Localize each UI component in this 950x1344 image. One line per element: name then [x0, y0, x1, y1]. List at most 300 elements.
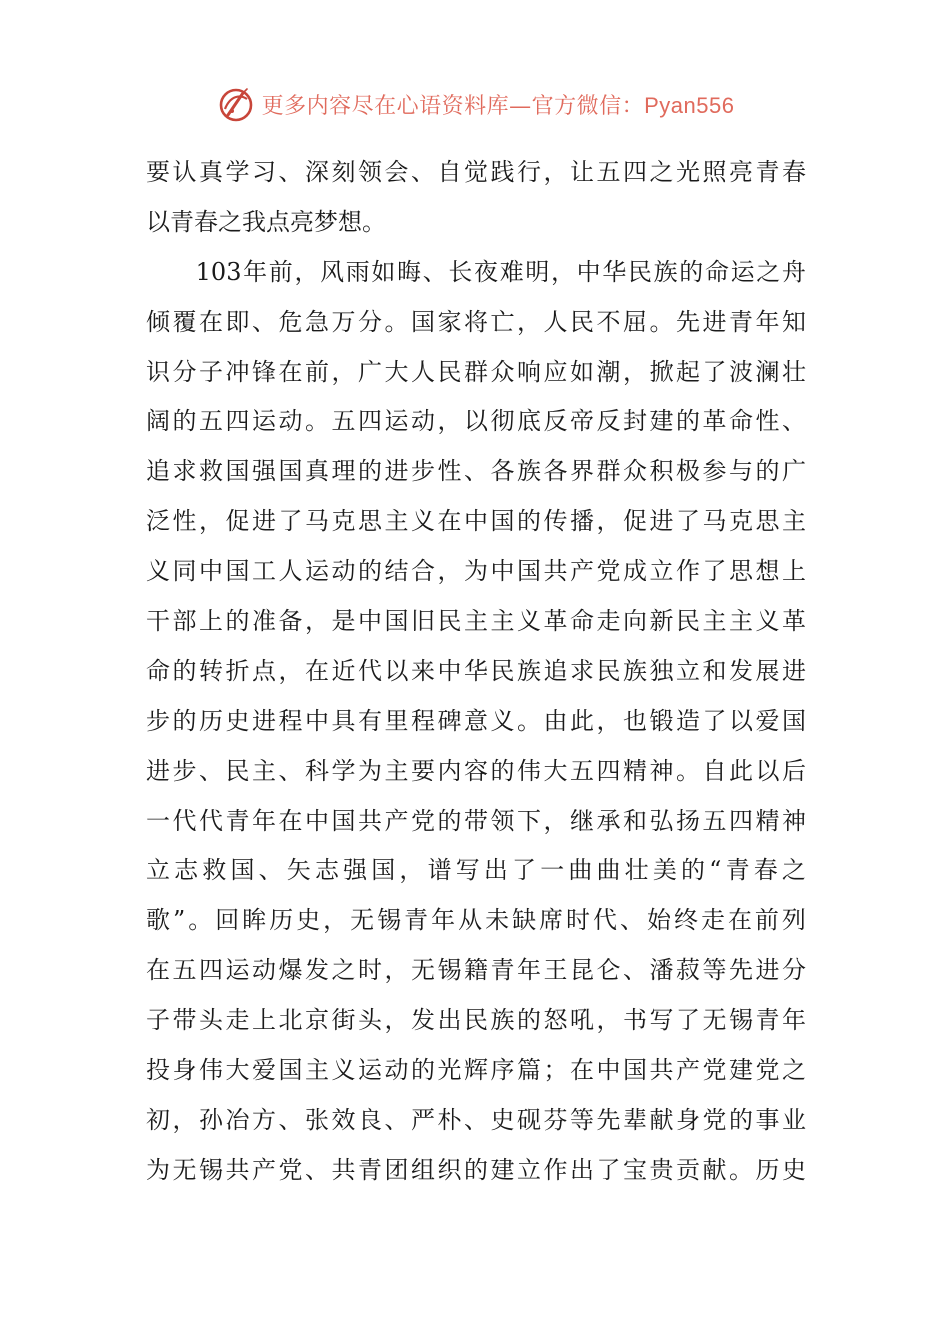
glyph: 辈: [623, 1105, 647, 1134]
glyph: 锡: [377, 906, 402, 935]
glyph: 中: [437, 656, 462, 685]
glyph: 方: [252, 1105, 276, 1134]
glyph: 中: [305, 706, 329, 735]
glyph: 民: [490, 656, 515, 685]
glyph: 广: [358, 357, 382, 386]
glyph: 一: [540, 856, 565, 885]
glyph: 张: [305, 1105, 329, 1134]
glyph: 近: [331, 656, 356, 685]
glyph: 危: [278, 307, 303, 336]
glyph: 走: [596, 607, 621, 636]
glyph: 旧: [411, 607, 435, 636]
glyph: 众: [623, 457, 647, 486]
glyph: ，: [596, 706, 621, 735]
glyph: 克: [729, 507, 753, 536]
glyph: 锡: [437, 956, 462, 985]
glyph: 的: [411, 1056, 435, 1085]
glyph: 五: [570, 756, 594, 785]
glyph: 封: [623, 407, 647, 436]
glyph: 长: [448, 257, 473, 286]
glyph: 转: [199, 656, 223, 685]
glyph: 救: [202, 856, 227, 885]
glyph: ；: [543, 1056, 568, 1085]
glyph: 华: [602, 257, 627, 286]
glyph: 之: [218, 207, 242, 236]
watermark-label: 更多内容尽在心语资料库—官方微信：: [261, 93, 645, 119]
glyph: 春: [194, 207, 218, 236]
glyph: 步: [411, 457, 435, 486]
glyph: 义: [411, 507, 435, 536]
glyph: 意: [464, 706, 488, 735]
glyph: 青: [170, 207, 194, 236]
glyph: 、: [278, 1105, 303, 1134]
glyph: 由: [543, 706, 568, 735]
glyph: 献: [702, 1155, 727, 1184]
glyph: 业: [782, 1105, 806, 1134]
glyph: 爱: [755, 706, 780, 735]
glyph: 锡: [199, 1155, 223, 1184]
glyph: 年: [517, 956, 541, 985]
glyph: 产: [384, 806, 409, 835]
glyph: 、: [620, 906, 644, 935]
glyph: 践: [490, 158, 515, 186]
glyph: 以: [729, 706, 753, 735]
glyph: 以: [755, 756, 780, 785]
glyph: 国: [371, 856, 396, 885]
glyph: 民: [676, 607, 700, 636]
glyph: ，: [199, 507, 223, 536]
glyph: 进: [252, 507, 276, 536]
glyph: 即: [225, 307, 250, 336]
glyph: 弘: [649, 806, 674, 835]
glyph: 、: [411, 158, 435, 186]
glyph: 动: [252, 956, 276, 985]
glyph: 了: [596, 1155, 621, 1184]
glyph: 国: [225, 557, 250, 586]
text-line: [146, 896, 806, 946]
glyph: 回: [215, 906, 240, 935]
glyph: 大: [543, 756, 568, 785]
glyph: 主: [729, 607, 753, 636]
glyph: 。: [384, 307, 409, 336]
text-line: [146, 1146, 806, 1196]
glyph: 身: [676, 1105, 700, 1134]
glyph: 事: [755, 1105, 780, 1134]
text-line: [146, 797, 806, 847]
glyph: 序: [490, 1056, 515, 1085]
glyph: 具: [331, 706, 356, 735]
glyph: 马: [305, 507, 329, 536]
glyph: 主: [252, 756, 276, 785]
glyph: 想: [755, 557, 780, 586]
glyph: 北: [278, 1006, 303, 1035]
glyph: 京: [305, 1006, 329, 1035]
glyph: 之: [649, 158, 674, 186]
glyph: 应: [543, 357, 568, 386]
glyph: 的: [464, 1155, 488, 1184]
glyph: 波: [729, 357, 753, 386]
glyph: 人: [411, 357, 435, 386]
glyph: 族: [517, 457, 541, 486]
glyph: 为: [464, 557, 488, 586]
glyph: 思: [729, 557, 753, 586]
glyph: 参: [702, 457, 727, 486]
glyph: 、: [305, 1155, 329, 1184]
glyph: 矢: [286, 856, 311, 885]
glyph: 前: [305, 357, 329, 386]
glyph: 志: [174, 856, 199, 885]
glyph: 性: [172, 507, 197, 536]
glyph: 史: [490, 1105, 515, 1134]
glyph: 在: [727, 906, 752, 935]
glyph: 澜: [755, 357, 780, 386]
glyph: 性: [755, 407, 780, 436]
glyph: 国: [490, 507, 515, 536]
glyph: 思: [755, 507, 780, 536]
glyph: 运: [305, 557, 329, 586]
glyph: 觉: [464, 158, 488, 186]
glyph: 进: [384, 457, 409, 486]
glyph: 人: [543, 307, 568, 336]
glyph: 眸: [242, 906, 267, 935]
glyph: 砚: [517, 1105, 541, 1134]
glyph: 成: [623, 557, 647, 586]
glyph: 性: [437, 457, 462, 486]
glyph: 民: [437, 357, 462, 386]
glyph: 四: [199, 956, 223, 985]
glyph: 五: [702, 806, 727, 835]
glyph: 伟: [517, 756, 541, 785]
text-line: [146, 447, 806, 497]
watermark-header: [0, 80, 950, 128]
glyph: 命: [146, 656, 170, 685]
glyph: 籍: [464, 956, 488, 985]
glyph: 壮: [624, 856, 649, 885]
glyph: 头: [199, 1006, 223, 1035]
glyph: 、: [782, 407, 806, 436]
glyph: 初: [146, 1105, 170, 1134]
glyph: 晦: [397, 257, 422, 286]
glyph: 中: [596, 1056, 621, 1085]
glyph: 动: [411, 407, 435, 436]
glyph: 、: [464, 1105, 488, 1134]
glyph: 运: [730, 257, 755, 286]
glyph: 之: [781, 856, 806, 885]
glyph: 上: [199, 607, 223, 636]
glyph: 反: [596, 407, 621, 436]
glyph: 亮: [290, 207, 314, 236]
glyph: 献: [649, 1105, 674, 1134]
text-line: [146, 298, 806, 348]
glyph: 知: [782, 307, 806, 336]
glyph: 雨: [345, 257, 370, 286]
glyph: 出: [437, 1006, 462, 1035]
glyph: 四: [729, 806, 753, 835]
glyph: 国: [331, 806, 356, 835]
glyph: 共: [331, 1155, 356, 1184]
glyph: 克: [331, 507, 356, 536]
glyph: 身: [172, 1056, 197, 1085]
glyph: 运: [252, 407, 276, 436]
glyph: 积: [649, 457, 674, 486]
glyph: 上: [252, 1006, 276, 1035]
glyph: 仑: [596, 956, 621, 985]
glyph: 的: [517, 1006, 541, 1035]
glyph: ”: [172, 906, 186, 935]
glyph: 、: [278, 756, 303, 785]
glyph: 严: [411, 1105, 435, 1134]
text-line: [146, 248, 806, 298]
glyph: 自: [702, 756, 727, 785]
glyph: 锡: [729, 1006, 753, 1035]
glyph: 各: [490, 457, 515, 486]
glyph: 青: [729, 307, 753, 336]
glyph: 时: [358, 956, 382, 985]
glyph: 代: [593, 906, 618, 935]
glyph: 国: [278, 457, 303, 486]
glyph: 步: [172, 756, 197, 785]
glyph: 书: [623, 1006, 647, 1035]
glyph: 点: [266, 207, 290, 236]
glyph: 代: [172, 806, 197, 835]
glyph: 大: [384, 357, 409, 386]
glyph: 彻: [490, 407, 515, 436]
glyph: 。: [517, 706, 541, 735]
glyph: 族: [653, 257, 678, 286]
glyph: 走: [700, 906, 725, 935]
glyph: 和: [623, 806, 647, 835]
glyph: 是: [331, 607, 356, 636]
glyph: 年: [243, 257, 268, 286]
glyph: 进: [252, 706, 276, 735]
glyph: 界: [570, 457, 594, 486]
glyph: 向: [623, 607, 647, 636]
glyph: 了: [676, 1006, 700, 1035]
glyph: 进: [782, 656, 806, 685]
glyph: 缺: [512, 906, 537, 935]
glyph: 团: [384, 1155, 409, 1184]
glyph: 一: [146, 806, 170, 835]
glyph: 共: [225, 1155, 250, 1184]
glyph: 织: [437, 1155, 462, 1184]
glyph: 精: [755, 806, 780, 835]
glyph: 新: [649, 607, 674, 636]
glyph: 真: [305, 457, 329, 486]
glyph: 民: [627, 257, 652, 286]
glyph: 众: [490, 357, 515, 386]
glyph: 年: [252, 806, 276, 835]
glyph: 承: [596, 806, 621, 835]
glyph: 芬: [543, 1105, 568, 1134]
glyph: 将: [464, 307, 488, 336]
glyph: 和: [702, 656, 727, 685]
text-line: [146, 397, 806, 447]
glyph: 碑: [437, 706, 462, 735]
glyph: 风: [320, 257, 345, 286]
text-line: [146, 348, 806, 398]
glyph: 吼: [570, 1006, 594, 1035]
glyph: 五: [331, 407, 356, 436]
glyph: 青: [755, 1006, 780, 1035]
glyph: 革: [702, 407, 727, 436]
text-line: [146, 1096, 806, 1146]
glyph: 青: [755, 158, 780, 186]
text-line: [146, 747, 806, 797]
glyph: 理: [331, 457, 356, 486]
glyph: 命: [570, 607, 594, 636]
glyph: 中: [199, 557, 223, 586]
glyph: 在: [305, 656, 329, 685]
glyph: 带: [464, 806, 488, 835]
glyph: 思: [358, 507, 382, 536]
glyph: 在: [146, 956, 170, 985]
glyph: 国: [623, 1056, 647, 1085]
glyph: 、: [199, 756, 223, 785]
glyph: 前: [268, 257, 293, 286]
glyph: 党: [278, 1155, 303, 1184]
glyph: 时: [566, 906, 591, 935]
glyph: 代: [358, 656, 382, 685]
glyph: 带: [172, 1006, 197, 1035]
glyph: ，: [543, 806, 568, 835]
glyph: 急: [305, 307, 329, 336]
glyph: 锋: [252, 357, 276, 386]
glyph: 主: [305, 1056, 329, 1085]
glyph: 我: [242, 207, 266, 236]
glyph: 进: [755, 956, 780, 985]
watermark-text: [262, 89, 735, 120]
glyph: 无: [702, 1006, 727, 1035]
glyph: 光: [437, 1056, 462, 1085]
document-body: [146, 148, 806, 1196]
glyph: 先: [676, 307, 700, 336]
glyph: 篇: [517, 1056, 541, 1085]
glyph: 产: [570, 557, 594, 586]
glyph: 共: [543, 557, 568, 586]
glyph: 了: [702, 706, 727, 735]
glyph: 群: [464, 357, 488, 386]
glyph: 造: [676, 706, 700, 735]
glyph: 中: [464, 507, 488, 536]
glyph: 倾: [146, 307, 170, 336]
glyph: 促: [623, 507, 647, 536]
glyph: 朴: [437, 1105, 462, 1134]
glyph: 的: [517, 507, 541, 536]
glyph: 民: [464, 1006, 488, 1035]
glyph: ，: [437, 557, 462, 586]
glyph: 行: [517, 158, 541, 186]
glyph: 。: [729, 1155, 753, 1184]
glyph: 革: [543, 607, 568, 636]
glyph: 以: [464, 407, 488, 436]
glyph: 族: [623, 656, 647, 685]
glyph: 春: [782, 158, 806, 186]
glyph: 投: [146, 1056, 170, 1085]
glyph: “: [709, 856, 722, 885]
glyph: 产: [676, 1056, 700, 1085]
glyph: 在: [437, 507, 462, 536]
glyph: 容: [464, 756, 488, 785]
glyph: 族: [490, 1006, 515, 1035]
glyph: 工: [252, 557, 276, 586]
glyph: 历: [199, 706, 223, 735]
glyph: 五: [199, 407, 223, 436]
glyph: 民: [596, 656, 621, 685]
glyph: 此: [570, 706, 594, 735]
glyph: 列: [781, 906, 806, 935]
text-line: [146, 547, 806, 597]
glyph: ，: [517, 307, 541, 336]
glyph: 了: [676, 507, 700, 536]
glyph: 各: [543, 457, 568, 486]
glyph: 的: [225, 607, 250, 636]
glyph: 伟: [199, 1056, 223, 1085]
glyph: 夜: [474, 257, 499, 286]
glyph: 壮: [782, 357, 806, 386]
glyph: 为: [146, 1155, 170, 1184]
glyph: 起: [676, 357, 700, 386]
glyph: 宝: [623, 1155, 647, 1184]
glyph: 之: [331, 956, 356, 985]
glyph: 从: [458, 906, 483, 935]
glyph: 真: [199, 158, 223, 186]
glyph: 的: [490, 756, 515, 785]
glyph: 青: [404, 906, 429, 935]
glyph: 义: [331, 1056, 356, 1085]
glyph: 泛: [146, 507, 170, 536]
glyph: 分: [358, 307, 382, 336]
glyph: 写: [649, 1006, 674, 1035]
glyph: 出: [570, 1155, 594, 1184]
glyph: 中: [490, 557, 515, 586]
glyph: 运: [225, 956, 250, 985]
glyph: 了: [512, 856, 537, 885]
glyph: 美: [652, 856, 677, 885]
glyph: 先: [729, 956, 753, 985]
glyph: 志: [314, 856, 339, 885]
glyph: 、: [464, 457, 488, 486]
glyph: 主: [384, 507, 409, 536]
glyph: 马: [702, 507, 727, 536]
glyph: 民: [570, 307, 594, 336]
glyph: 来: [411, 656, 435, 685]
glyph: 求: [172, 457, 197, 486]
glyph: ，: [551, 257, 575, 286]
glyph: 的: [729, 1105, 753, 1134]
glyph: 昆: [570, 956, 594, 985]
glyph: 等: [570, 1105, 594, 1134]
glyph: 内: [437, 756, 462, 785]
glyph: 人: [278, 557, 303, 586]
glyph: 贵: [649, 1155, 674, 1184]
glyph: 求: [570, 656, 594, 685]
glyph: 之: [782, 1056, 806, 1085]
text-line: [146, 597, 806, 647]
glyph: 、: [384, 1105, 409, 1134]
glyph: 强: [252, 457, 276, 486]
glyph: 亡: [490, 307, 515, 336]
glyph: 大: [225, 1056, 250, 1085]
glyph: 刻: [331, 158, 356, 186]
glyph: 席: [539, 906, 564, 935]
text-line: [146, 198, 806, 248]
glyph: 年: [431, 906, 456, 935]
glyph: 扬: [676, 806, 700, 835]
glyph: 党: [596, 557, 621, 586]
glyph: 阔: [146, 407, 170, 436]
glyph: 在: [278, 806, 303, 835]
glyph: 底: [517, 407, 541, 436]
